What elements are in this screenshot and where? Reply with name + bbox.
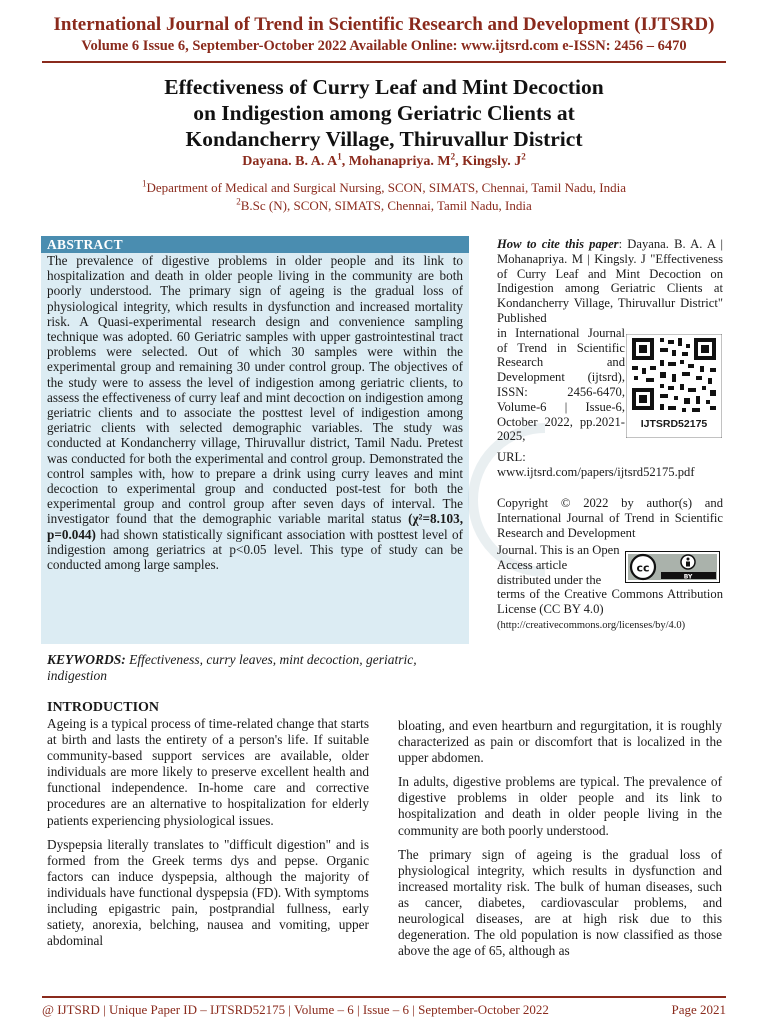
footer-text: @ IJTSRD | Unique Paper ID – IJTSRD52175 | Volume – 6 | Issue – 6 | September-October 2022 <box>42 1002 549 1017</box>
keywords-label: KEYWORDS: <box>47 652 126 667</box>
affiliation-text: Department of Medical and Surgical Nursing, SCON, SIMATS, Chennai, Tamil Nadu, India <box>146 180 627 195</box>
paper-title-line: Kondancherry Village, Thiruvallur District <box>185 127 583 151</box>
journal-title: International Journal of Trend in Scientific Research and Development (IJTSRD) <box>53 14 715 35</box>
keywords <box>47 652 467 684</box>
cc-badge-text: BY <box>683 573 693 581</box>
section-heading-introduction: INTRODUCTION <box>47 700 160 715</box>
affiliation-2 <box>0 198 768 214</box>
keywords-text: Effectiveness, curry leaves, mint decoction, geriatric, indigestion <box>47 652 417 683</box>
affil-mark: 1 <box>141 178 147 189</box>
abstract-box <box>41 236 469 644</box>
qr-code-label: IJTSRD52175 <box>640 418 708 430</box>
paper-title-line: Effectiveness of Curry Leaf and Mint Decoction <box>164 75 604 99</box>
citation-url[interactable]: URL: www.ijtsrd.com/papers/ijtsrd52175.pdf <box>497 450 695 479</box>
abstract-text <box>41 253 469 572</box>
affiliation-text: B.Sc (N), SCON, SIMATS, Chennai, Tamil Nadu, India <box>240 198 532 213</box>
abstract-statistic: (χ²=8.103, p=0.044) <box>47 511 463 542</box>
citation-text: : Dayana. B. A. A | Mohanapriya. M | Kingsly. J "Effectiveness of Curry Leaf and Mint Decoction on Indigestion among Geriatric Clients at Kondancherry Village, Thiruvallur District" Published <box>497 237 724 325</box>
author-list <box>0 151 768 170</box>
creative-commons-by-icon[interactable] <box>625 551 720 583</box>
body-column-right <box>398 718 722 967</box>
citation-narrow-text: in International Journal of Trend in Scientific Research and Development (ijtsrd), ISSN: 2456-6470, Volume-6 | Issue-6, October 2022, pp.2021-2025, <box>497 325 625 444</box>
footer-divider <box>42 996 726 998</box>
header-divider <box>42 61 726 63</box>
abstract-body-end: had shown statistically significant association with posttest level of indigestion among geriatrics at p<0.05 level. This type of study can be conducted among large samples. <box>47 526 463 573</box>
author-affil-mark: 1 <box>337 151 342 162</box>
affil-mark: 2 <box>236 196 241 207</box>
license-text-narrow: Journal. This is an Open Access article distributed under the <box>497 543 620 587</box>
author-name: , Kingsly. J <box>455 154 522 169</box>
paragraph: Ageing is a typical process of time-related change that starts at birth and lasts the entirety of a person's life. If suitable community-based support services are available, older individuals are more likely to preserve excellent health and functional independence. In-home care and corrective procedures are an alternative to hospitalization for elderly patients experiencing physiological issues. <box>47 716 369 828</box>
abstract-body: The prevalence of digestive problems in older people and its link to hospitalization and death in older people living in the community are both poorly understood. The primary sign of ageing is the gradual loss of physiological integrity, which results in dysfunction and increased mortality risk. A Quasi-experimental research design and convenience sampling technique was adopted. 60 Geriatric samples with upper gastrointestinal tract problems were selected. Out of which 30 samples were within the experimental group and remaining 30 under control group. The objectives of the study were to assess the level of indigestion among geriatric clients, to assess the effectiveness of curry leaf and mint decoction on indigestion among geriatric clients and to associate the posttest level of indigestion among geriatric clients with selected demographic variables. The study was conducted at Kondancherry village, Thiruvallur district, Tamil Nadu. Pretest was conducted for both the experimental and control group. Demonstrated the control samples with, how to prepare a drink using curry leaves and mint decoction to experimental group and conducted post-test for both the experimental group and control group after seven days of interval. The investigator found that the demographic variable marital status <box>47 253 463 527</box>
paragraph: The primary sign of ageing is the gradual loss of physiological integrity, which results in dysfunction and increased mortality risk. The bulk of human diseases, such as cancer, diabetes, cardiovascular problems, and neurological diseases, are at high risk due to this degeneration. The old population is now classified as those above the age of 65, although as <box>398 846 722 959</box>
license-link[interactable]: (http://creativecommons.org/licenses/by/4.0) <box>497 620 686 631</box>
author-affil-mark: 2 <box>450 151 456 162</box>
svg-text:cc: cc <box>636 561 650 575</box>
paragraph: In adults, digestive problems are typical. The prevalence of digestive problems in older people and its link to hospitalization and death in older people living in the community are both poorly understood. <box>398 774 722 838</box>
affiliation-1 <box>0 180 768 196</box>
author-affil-mark: 2 <box>521 151 526 162</box>
paragraph: bloating, and even heartburn and regurgitation, it is roughly characterized as pain or discomfort that is localized in the upper abdomen. <box>398 718 722 766</box>
journal-issue-line: Volume 6 Issue 6, September-October 2022 Available Online: www.ijtsrd.com e-ISSN: 2456 – 6470 <box>81 38 687 54</box>
paper-title <box>60 74 708 152</box>
page-number: Page 2021 <box>671 1002 726 1017</box>
citation-label: How to cite this paper <box>497 237 619 251</box>
citation-wide-text <box>497 237 723 326</box>
author-name: , Mohanapriya. M <box>341 154 451 169</box>
page-footer <box>42 1002 726 1018</box>
paragraph: Dyspepsia literally translates to "difficult digestion" and is formed from the Greek terms dys and pepse. Organic factors can induce dyspepsia, although the majority of individuals have functional dyspepsia (FD). With symptoms including epigastric pain, postprandial fullness, early satiety, anorexia, belching, nausea and vomiting, upper abdominal <box>47 836 369 949</box>
license-text: terms of the Creative Commons Attribution License (CC BY 4.0) <box>497 587 723 616</box>
author-name: Dayana. B. A. A <box>242 154 338 169</box>
abstract-heading: ABSTRACT <box>41 236 469 253</box>
copyright-text: Copyright © 2022 by author(s) and International Journal of Trend in Scientific Research and Development <box>497 496 723 540</box>
paper-title-line: on Indigestion among Geriatric Clients at <box>193 101 575 125</box>
body-column-left <box>47 716 369 957</box>
